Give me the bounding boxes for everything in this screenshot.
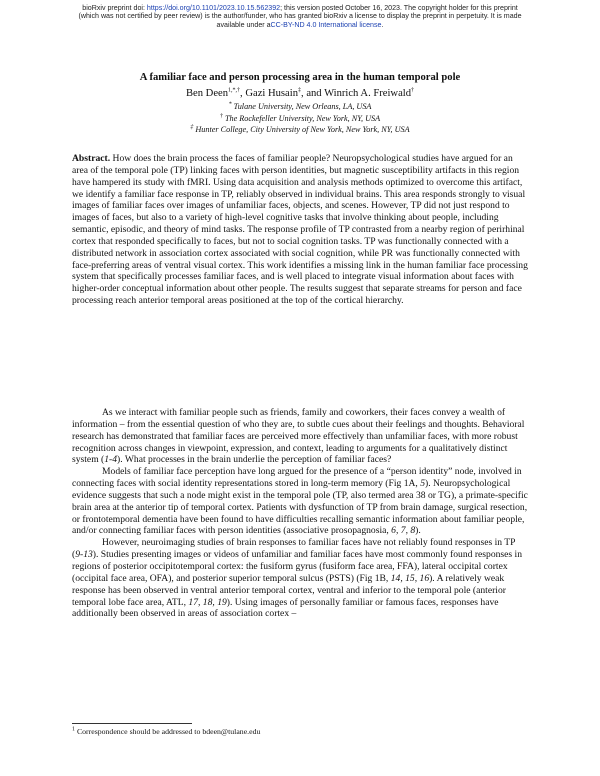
author-1: Ben Deen bbox=[185, 88, 229, 99]
paragraph-2: Models of familiar face perception have long argued for the presence of a “person identity” node, involved in connecting faces with social identity representations stored in long-term memory (Fig 1A, 5). Neuropsychological evidence suggests that such a node might exist in the temporal pole (TP, also termed area 38 or TG), a primate-specific brain area at the anterior tip of temporal cortex. Patients with dysfunction of TP from brain damage, surgical resection, or frontotemporal dementia have been found to have difficulties recalling semantic information about familiar people, and/or connecting familiar faces with person identities (associative prosopagnosia, 6, 7, 8). bbox=[72, 466, 528, 537]
author-2: , Gazi Husain bbox=[240, 88, 299, 99]
citation: 5 bbox=[420, 478, 426, 490]
header-line-2: (which was not certified by peer review) is the author/funder, who has granted bioRxiv a license to display the preprint in perpetuity. It is made bbox=[78, 12, 522, 21]
footnote: $^1$ Correspondence should be addressed to bdeen@tulane.edu bbox=[72, 726, 261, 736]
license-link[interactable]: CC-BY-ND 4.0 International license bbox=[270, 20, 382, 29]
affiliation-2: † The Rockefeller University, New York, NY, USA bbox=[219, 112, 381, 123]
author-3: , and Winrich A. Freiwald bbox=[301, 88, 412, 99]
author-1-marks: 1,*,† bbox=[228, 87, 241, 94]
citation: 17, 18, 19 bbox=[188, 596, 227, 608]
citation: 14, 15, 16 bbox=[390, 572, 430, 584]
doi-link[interactable]: https://doi.org/10.1101/2023.10.15.562392 bbox=[146, 4, 281, 12]
footnote-divider bbox=[72, 723, 192, 724]
introduction bbox=[72, 407, 528, 620]
header-line-1: bioRxiv preprint doi: https://doi.org/10.1101/2023.10.15.562392; this version posted October 16, 2023. The copyright holder for this preprint bbox=[82, 4, 518, 12]
abstract-label: Abstract. bbox=[72, 153, 111, 164]
paragraph-3: However, neuroimaging studies of brain responses to familiar faces have not reliably found responses in TP (9-13). Studies presenting images or videos of unfamiliar and familiar faces have most commonly found responses in regions of posterior occipitotemporal cortex: the fusiform gyrus (fusiform face area, FFA), lateral occipital cortex (occipital face area, OFA), and posterior superior temporal sulcus (PSTS) (Fig 1B, 14, 15, 16). A relatively weak response has been observed in ventral anterior temporal cortex, ventral and inferior to the temporal pole (anterior temporal lobe face area, ATL, 17, 18, 19). Using images of personally familiar or famous faces, responses have additionally been observed in areas of association cortex – bbox=[72, 537, 523, 620]
author-2-marks: ‡ bbox=[298, 87, 302, 94]
header-line-3: available under aCC-BY-ND 4.0 International license. bbox=[216, 20, 384, 29]
author-3-marks: † bbox=[411, 87, 415, 94]
abstract bbox=[72, 153, 528, 307]
citation: 9-13 bbox=[75, 549, 93, 561]
affiliations bbox=[60, 101, 540, 136]
paper-title: A familiar face and person processing area in the human temporal pole bbox=[139, 72, 461, 83]
affiliation-3: ‡ Hunter College, City University of New York, New York, NY, USA bbox=[190, 124, 410, 134]
citation: 1-4 bbox=[104, 454, 118, 466]
preprint-header bbox=[30, 4, 570, 29]
citation: 6, 7, 8 bbox=[391, 525, 416, 537]
author-list bbox=[60, 88, 540, 99]
affiliation-1: * Tulane University, New Orleans, LA, USA bbox=[228, 101, 372, 111]
abstract-text: How does the brain process the faces of familiar people? Neuropsychological studies have argued for an area of the temporal pole (TP) linking faces with person identities, but magnetic susceptibility artifacts in this region have hampered its study with fMRI. Using data acquisition and analysis methods optimized to overcome this artifact, we identify a familiar face response in TP, reliably observed in individual brains. This area responds strongly to visual images of familiar faces over images of unfamiliar faces, objects, and scenes. However, TP did not just respond to images of faces, but also to a variety of high-level cognitive tasks that involve thinking about people, including semantic, episodic, and theory of mind tasks. The response profile of TP contrasted from a nearby region of perirhinal cortex that responded specifically to faces, but not to social cognition tasks. TP was functionally connected with a distributed network in association cortex associated with social cognition, while PR was functionally connected with face-preferring areas of ventral visual cortex. This work identifies a missing link in the human familiar face processing system that specifically processes familiar faces, and is well placed to integrate visual information about faces with higher-order conceptual information about other people. The results suggest that separate streams for person and face processing reach anterior temporal areas positioned at the top of the cortical hierarchy. bbox=[72, 153, 528, 307]
paragraph-1: As we interact with familiar people such as friends, family and coworkers, their faces convey a wealth of information – from the essential question of who they are, to subtle cues about their feelings and thoughts. Behavioral research has demonstrated that familiar faces are perceived more effectively than unfamiliar faces, with more robust recognition across changes in viewpoint, expression, and context, leading to arguments for a qualitatively distinct system (1-4). What processes in the brain underlie the perception of familiar faces? bbox=[72, 407, 525, 466]
